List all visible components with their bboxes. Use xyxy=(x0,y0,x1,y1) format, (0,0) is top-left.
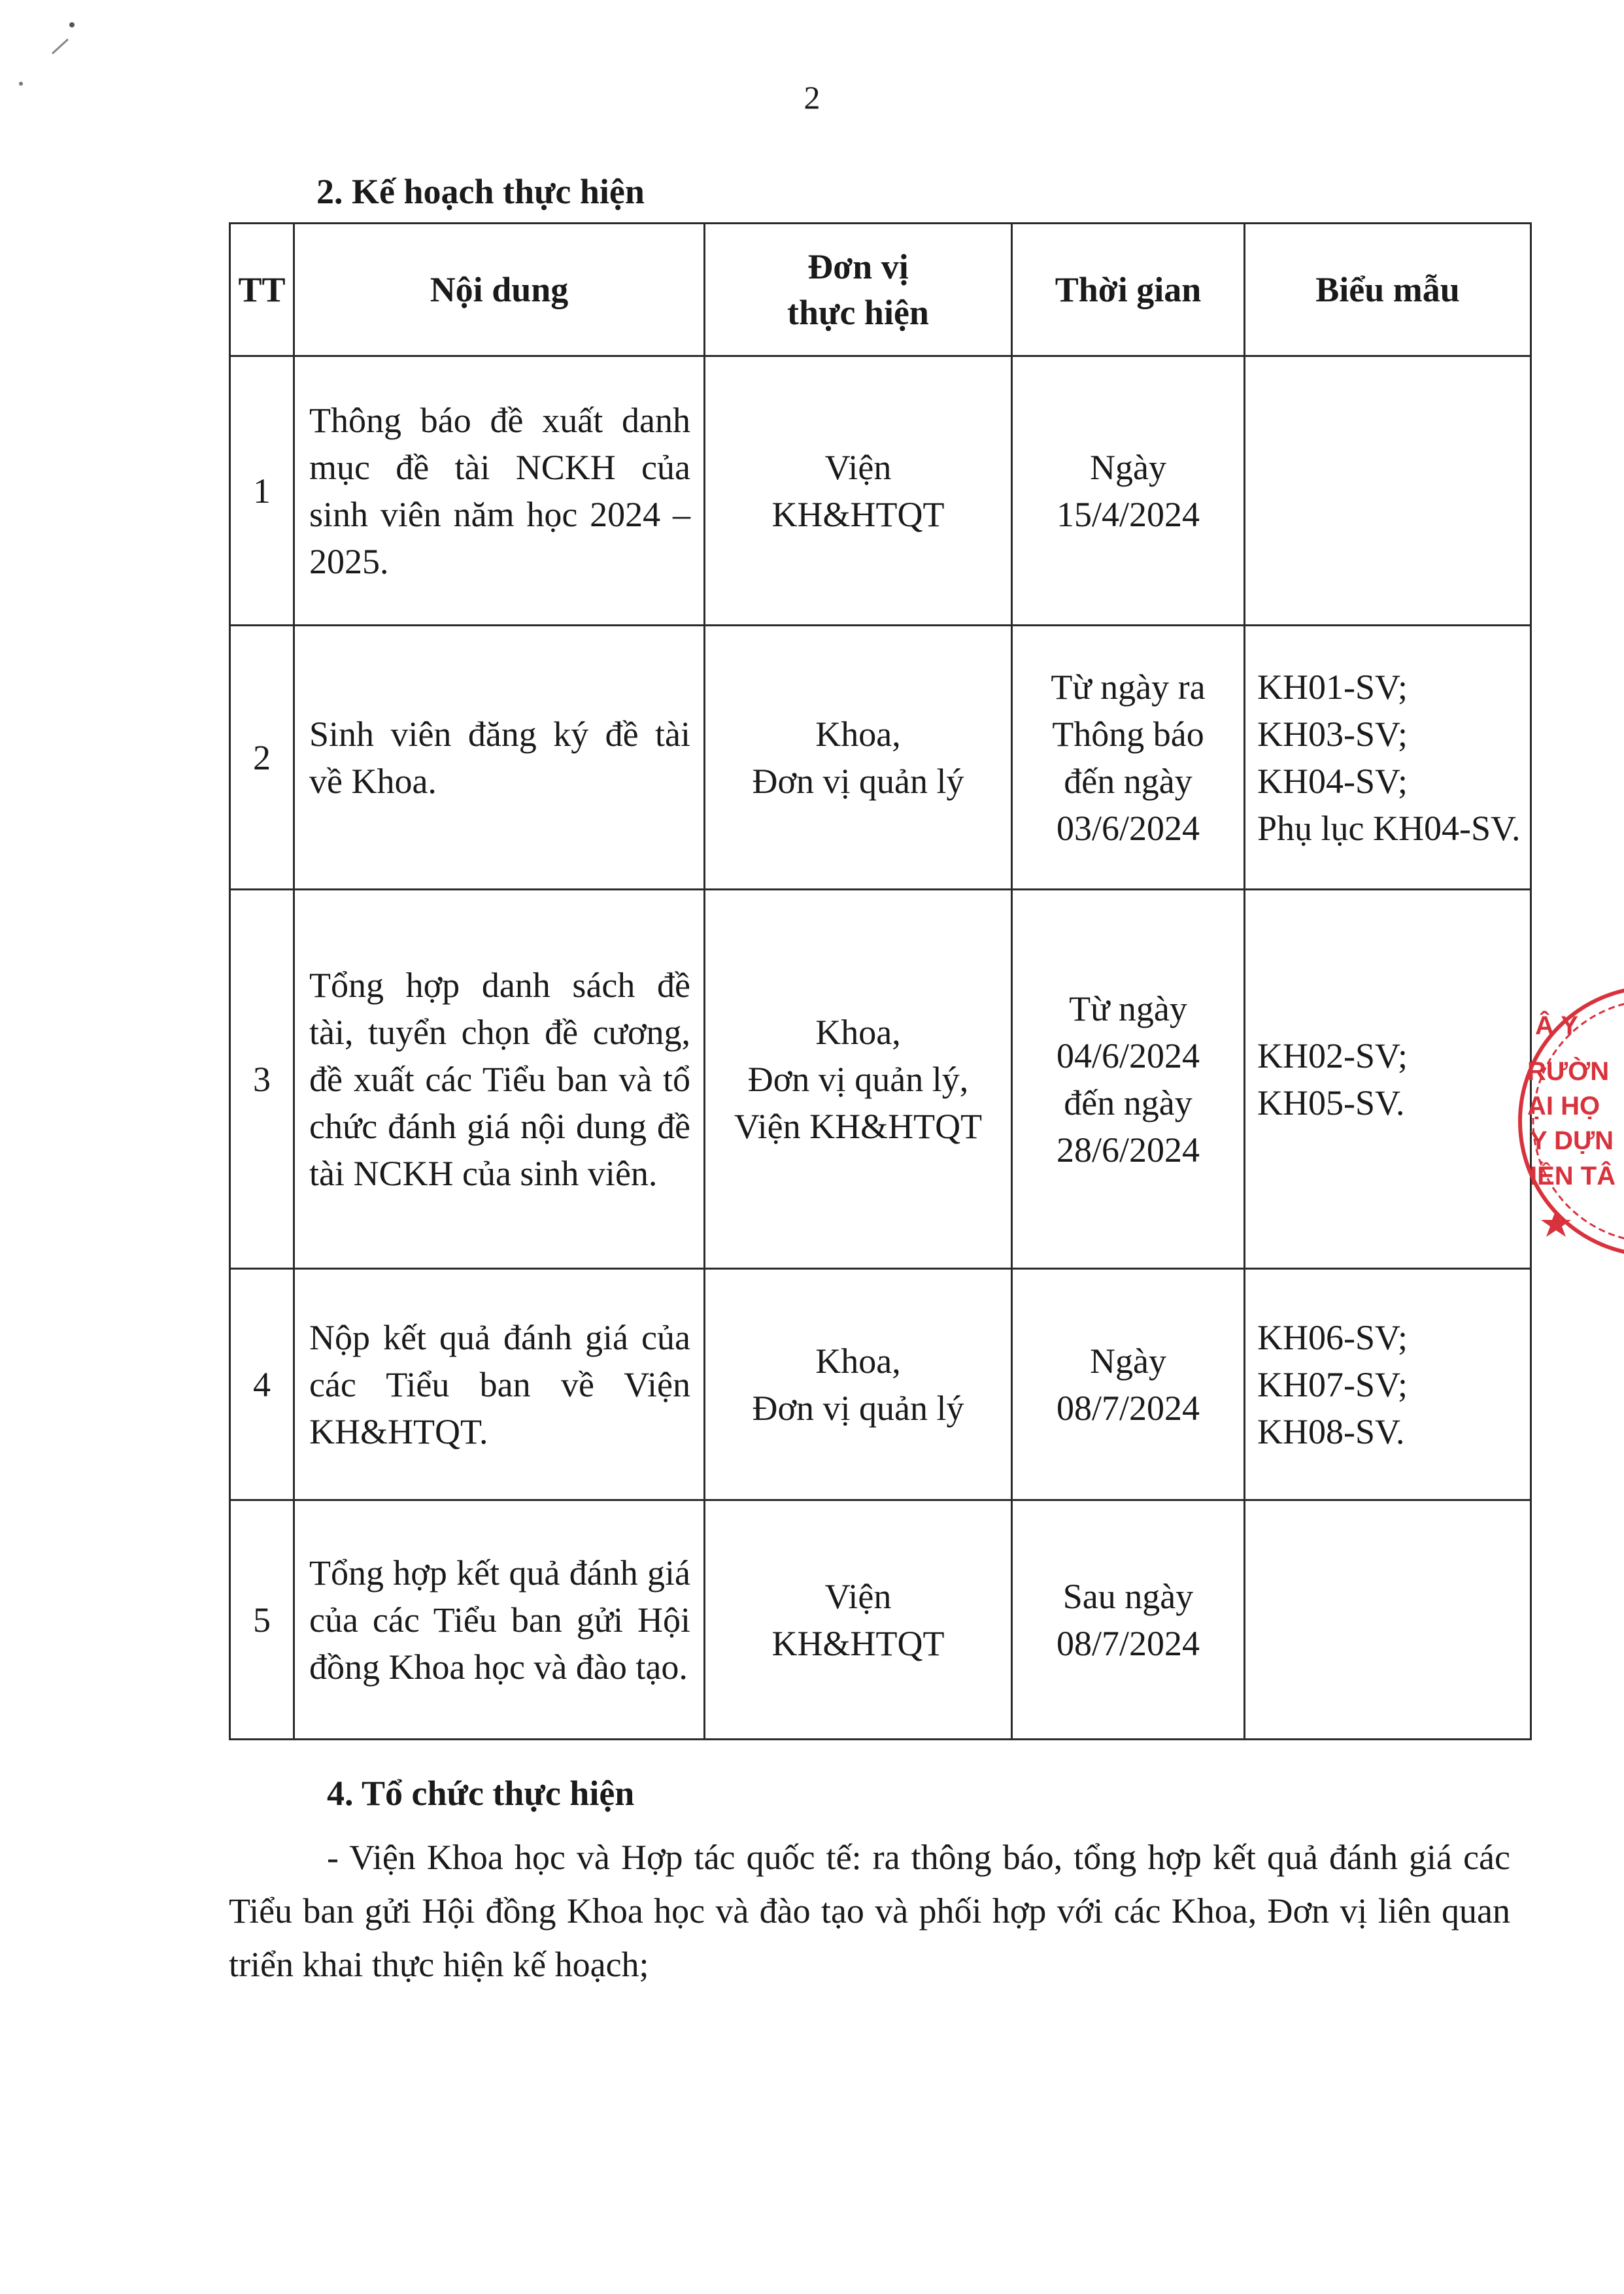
header-unit-line1: Đơn vị xyxy=(807,247,909,286)
row-form-line: KH01-SV; xyxy=(1257,667,1408,707)
row-unit-line: Viện xyxy=(824,1576,892,1616)
row-form xyxy=(1245,1500,1531,1740)
stamp-text-line: IỀN TÂ xyxy=(1530,1162,1616,1190)
header-form: Biểu mẫu xyxy=(1245,224,1531,356)
row-form-line: KH07-SV; xyxy=(1257,1364,1408,1404)
row-time-line: 03/6/2024 xyxy=(1056,808,1200,848)
row-time-line: Ngày xyxy=(1090,447,1166,487)
row-content: Sinh viên đăng ký đề tài về Khoa. xyxy=(294,626,705,890)
header-unit-line2: thực hiện xyxy=(787,293,929,332)
row-time-line: Sau ngày xyxy=(1062,1576,1194,1616)
header-unit xyxy=(705,224,1012,356)
row-time xyxy=(1012,1500,1245,1740)
header-content: Nội dung xyxy=(294,224,705,356)
row-unit-line: Khoa, xyxy=(815,714,901,754)
table-row xyxy=(230,356,1531,626)
row-form xyxy=(1245,626,1531,890)
row-time-line: đến ngày xyxy=(1064,761,1193,801)
row-unit-line: KH&HTQT xyxy=(771,1623,945,1663)
table-header-row xyxy=(230,224,1531,356)
row-form xyxy=(1245,890,1531,1269)
red-seal-stamp xyxy=(1504,981,1624,1268)
row-unit-line: Đơn vị quản lý xyxy=(752,1388,964,1428)
row-number: 1 xyxy=(230,356,294,626)
organization-paragraph: - Viện Khoa học và Hợp tác quốc tế: ra thông báo, tổng hợp kết quả đánh giá các Tiểu ban gửi Hội đồng Khoa học và đào tạo và phối hợp với các Khoa, Đơn vị liên quan triển khai thực hiện kế hoạch; xyxy=(229,1838,1510,1984)
stamp-text-line: ẠI HỌ xyxy=(1527,1092,1600,1121)
row-unit-line: Đơn vị quản lý xyxy=(752,761,964,801)
row-form-line: KH02-SV; xyxy=(1257,1036,1408,1075)
row-number: 5 xyxy=(230,1500,294,1740)
row-time xyxy=(1012,626,1245,890)
row-unit xyxy=(705,1269,1012,1500)
row-form xyxy=(1245,1269,1531,1500)
row-number: 4 xyxy=(230,1269,294,1500)
row-form-line: KH03-SV; xyxy=(1257,714,1408,754)
row-unit xyxy=(705,1500,1012,1740)
row-time-line: 15/4/2024 xyxy=(1056,494,1200,534)
table-row xyxy=(230,1500,1531,1740)
row-unit xyxy=(705,626,1012,890)
row-unit-line: Viện xyxy=(824,447,892,487)
row-form-line: KH06-SV; xyxy=(1257,1317,1408,1357)
row-time-line: đến ngày xyxy=(1064,1083,1193,1122)
section-heading-organization: 4. Tổ chức thực hiện xyxy=(327,1774,635,1813)
row-time-line: 04/6/2024 xyxy=(1056,1036,1200,1075)
row-unit-line: Khoa, xyxy=(815,1341,901,1381)
row-unit xyxy=(705,356,1012,626)
row-number: 3 xyxy=(230,890,294,1269)
stamp-text-line: Â Y xyxy=(1535,1011,1578,1040)
row-unit xyxy=(705,890,1012,1269)
row-form-line: KH04-SV; xyxy=(1257,761,1408,801)
row-time xyxy=(1012,356,1245,626)
row-unit-line: Viện KH&HTQT xyxy=(734,1106,983,1146)
row-unit-line: KH&HTQT xyxy=(771,494,945,534)
stamp-text-line: RƯỜN xyxy=(1527,1057,1610,1086)
row-unit-line: Khoa, xyxy=(815,1012,901,1052)
row-time xyxy=(1012,890,1245,1269)
row-number: 2 xyxy=(230,626,294,890)
row-form-line: KH08-SV. xyxy=(1257,1411,1405,1451)
row-content: Nộp kết quả đánh giá của các Tiểu ban về Viện KH&HTQT. xyxy=(294,1269,705,1500)
row-form-line: Phụ lục KH04-SV. xyxy=(1257,808,1521,848)
row-content: Tổng hợp danh sách đề tài, tuyển chọn đề cương, đề xuất các Tiểu ban và tổ chức đánh giá nội dung đề tài NCKH của sinh viên. xyxy=(294,890,705,1269)
row-time-line: 28/6/2024 xyxy=(1056,1130,1200,1170)
table-row xyxy=(230,1269,1531,1500)
row-time-line: Thông báo xyxy=(1052,714,1204,754)
table-row xyxy=(230,626,1531,890)
header-time: Thời gian xyxy=(1012,224,1245,356)
row-time-line: Ngày xyxy=(1090,1341,1166,1381)
row-form xyxy=(1245,356,1531,626)
row-time-line: 08/7/2024 xyxy=(1056,1388,1200,1428)
row-time xyxy=(1012,1269,1245,1500)
row-content: Thông báo đề xuất danh mục đề tài NCKH của sinh viên năm học 2024 – 2025. xyxy=(294,356,705,626)
row-unit-line: Đơn vị quản lý, xyxy=(747,1059,969,1099)
row-content: Tổng hợp kết quả đánh giá của các Tiểu ban gửi Hội đồng Khoa học và đào tạo. xyxy=(294,1500,705,1740)
row-form-line: KH05-SV. xyxy=(1257,1083,1405,1122)
header-tt: TT xyxy=(230,224,294,356)
table-row xyxy=(230,890,1531,1269)
stamp-text-line: Y DỰN xyxy=(1530,1126,1614,1155)
row-time-line: Từ ngày ra xyxy=(1051,667,1206,707)
plan-table xyxy=(229,222,1532,1740)
section-heading-plan: 2. Kế hoạch thực hiện xyxy=(316,172,645,211)
page-number: 2 xyxy=(804,79,820,116)
row-time-line: Từ ngày xyxy=(1069,988,1187,1028)
row-time-line: 08/7/2024 xyxy=(1056,1623,1200,1663)
